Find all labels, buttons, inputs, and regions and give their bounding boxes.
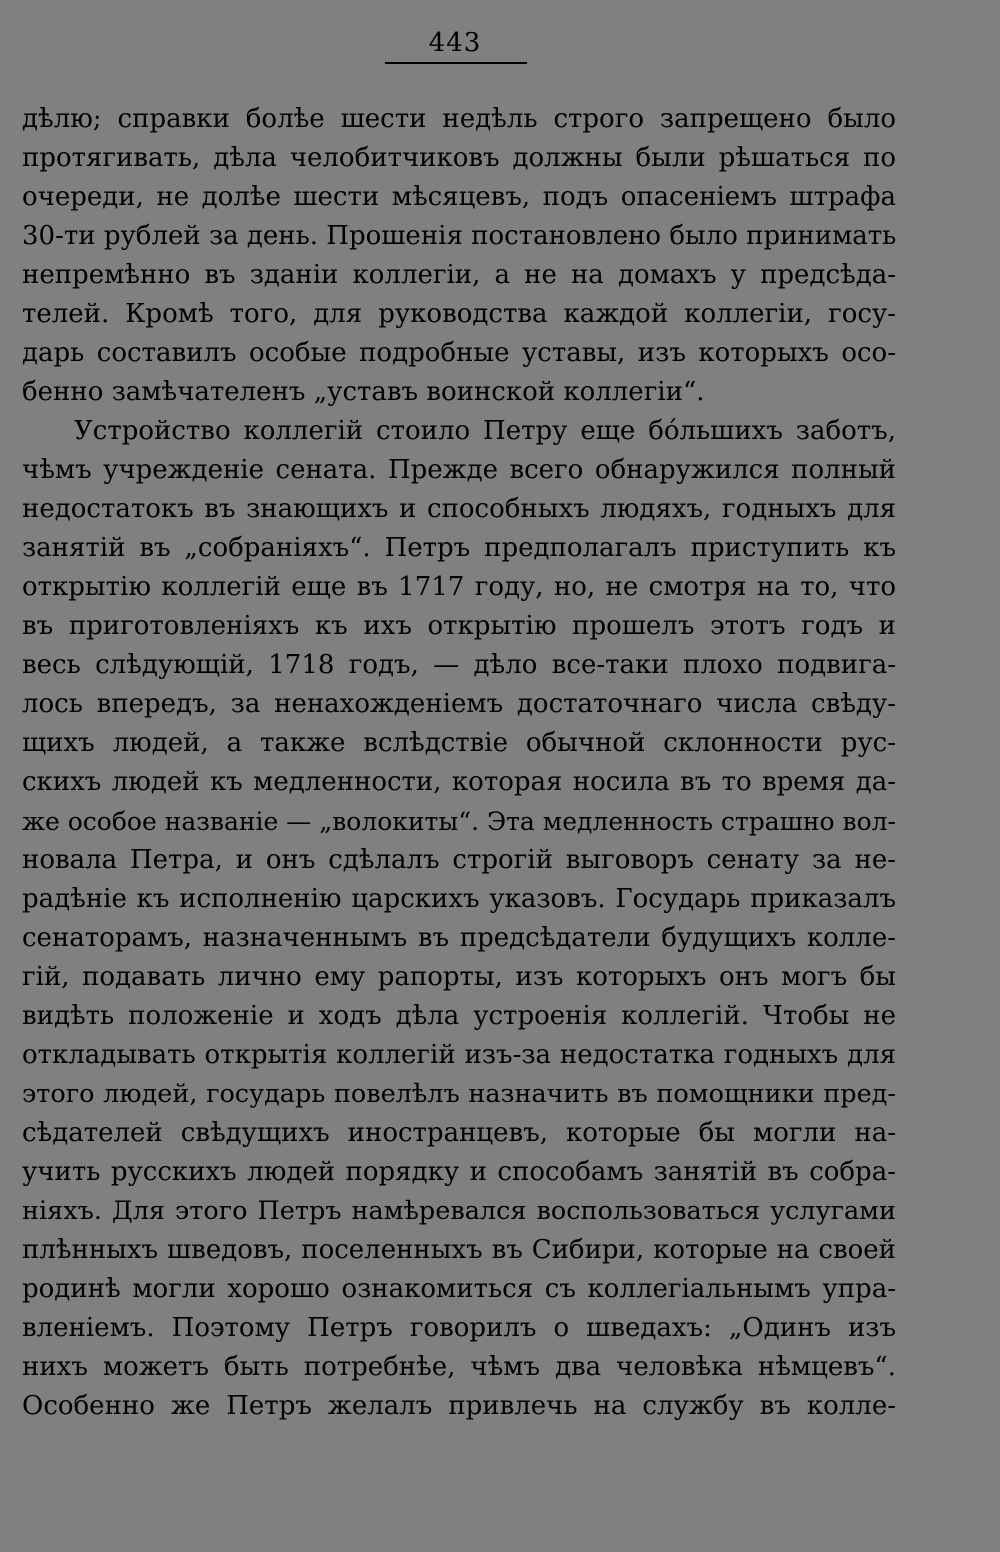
- text-line: учить русскихъ людей порядку и способамъ занятiй въ собра-: [22, 1157, 896, 1187]
- text-line: въ приготовленiяхъ къ ихъ открытiю прошелъ этотъ годъ и: [22, 611, 896, 641]
- text-line: вленiемъ. Поэтому Петръ говорилъ о шведахъ: „Одинъ изъ: [22, 1313, 896, 1343]
- paragraph-start-line: Устройство коллегiй стоило Петру еще бóльшихъ заботъ,: [74, 416, 896, 446]
- text-line: лось впередъ, за ненахожденiемъ достаточнаго числа свѣду-: [22, 689, 896, 719]
- text-line: скихъ людей къ медленности, которая носила въ то время да-: [22, 767, 896, 797]
- text-line: новала Петра, и онъ сдѣлалъ строгiй выговоръ сенату за не-: [22, 845, 896, 875]
- page-number: 443: [428, 28, 482, 58]
- text-line: этого людей, государь повелѣлъ назначить въ помощники пред-: [22, 1079, 896, 1109]
- header-rule: [385, 62, 527, 64]
- text-line: щихъ людей, а также вслѣдствiе обычной склонности рус-: [22, 728, 896, 758]
- body-text: [22, 100, 896, 1426]
- text-line: радѣнiе къ исполненiю царскихъ указовъ. Государь приказалъ: [22, 884, 896, 914]
- text-line: же особое названiе — „волокиты“. Эта медленность страшно вол-: [22, 807, 896, 836]
- text-line: недостатокъ въ знающихъ и способныхъ людяхъ, годныхъ для: [22, 494, 896, 524]
- text-line: нихъ можетъ быть потребнѣе, чѣмъ два человѣка нѣмцевъ“.: [22, 1352, 896, 1382]
- text-line: гiй, подавать лично ему рапорты, изъ которыхъ онъ могъ бы: [22, 962, 896, 992]
- text-line: Особенно же Петръ желалъ привлечь на службу въ колле-: [22, 1391, 896, 1421]
- text-line: телей. Кромѣ того, для руководства каждой коллегiи, госу-: [22, 299, 896, 329]
- text-line: очереди, не долѣе шести мѣсяцевъ, подъ опасенiемъ штрафа: [22, 182, 896, 212]
- text-line: нiяхъ. Для этого Петръ намѣревался воспользоваться услугами: [22, 1196, 896, 1226]
- paragraph-end-line: бенно замѣчателенъ „уставъ воинской коллегiи“.: [22, 377, 705, 407]
- text-line: видѣть положенiе и ходъ дѣла устроенiя коллегiй. Чтобы не: [22, 1001, 896, 1031]
- text-line: открытiю коллегiй еще въ 1717 году, но, не смотря на то, что: [22, 572, 896, 602]
- text-line: сенаторамъ, назначеннымъ въ предсѣдатели будущихъ колле-: [22, 923, 896, 953]
- text-line: плѣнныхъ шведовъ, поселенныхъ въ Сибири, которые на своей: [22, 1235, 896, 1265]
- text-line: дарь составилъ особые подробные уставы, изъ которыхъ осо-: [22, 338, 896, 368]
- text-line: занятiй въ „собранiяхъ“. Петръ предполагалъ приступить къ: [22, 533, 896, 563]
- text-line: чѣмъ учрежденiе сената. Прежде всего обнаружился полный: [22, 455, 896, 485]
- text-line: 30-ти рублей за день. Прошенiя постановлено было принимать: [22, 221, 897, 251]
- text-line: весь слѣдующiй, 1718 годъ, — дѣло все-таки плохо подвига-: [22, 650, 896, 680]
- text-line: протягивать, дѣла челобитчиковъ должны были рѣшаться по: [22, 143, 896, 173]
- text-line: родинѣ могли хорошо ознакомиться съ коллегiальнымъ упра-: [22, 1274, 896, 1304]
- text-line: откладывать открытiя коллегiй изъ-за недостатка годныхъ для: [22, 1040, 896, 1070]
- text-line: дѣлю; справки болѣе шести недѣль строго запрещено было: [22, 104, 896, 134]
- text-line: сѣдателей свѣдущихъ иностранцевъ, которые бы могли на-: [22, 1118, 896, 1148]
- text-line: непремѣнно въ зданiи коллегiи, а не на домахъ у предсѣда-: [22, 260, 896, 290]
